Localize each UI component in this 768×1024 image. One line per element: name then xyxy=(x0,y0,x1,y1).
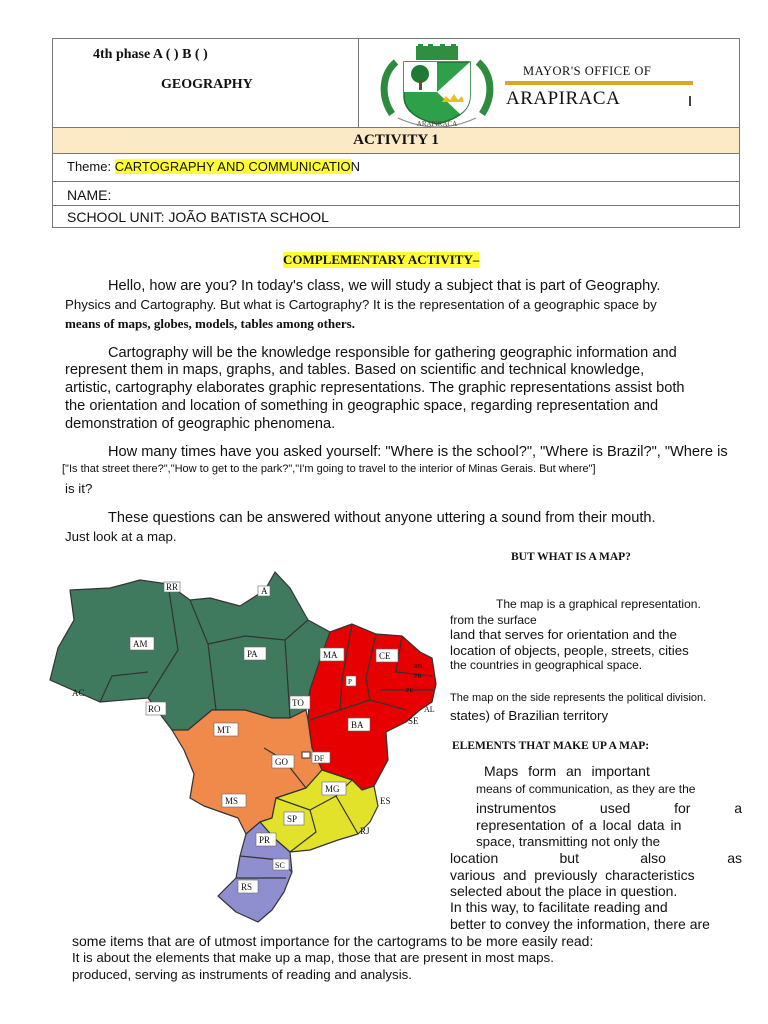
label-ro: RO xyxy=(148,704,161,714)
theme-value: CARTOGRAPHY AND COMMUNICATIO xyxy=(114,159,351,174)
map-definition-line-1: The map is a graphical representation. xyxy=(496,597,701,611)
name-row xyxy=(53,181,739,206)
label-to: TO xyxy=(292,698,304,708)
intro-line-2: Physics and Cartography. But what is Cartography? It is the representation of a geographic space by xyxy=(65,297,657,312)
elements-line-5: space, transmitting not only the xyxy=(476,834,661,849)
label-pr: PR xyxy=(259,835,271,845)
label-pb: PB xyxy=(414,674,422,680)
label-mg: MG xyxy=(325,784,340,794)
elements-line-1: Maps form an important xyxy=(484,763,650,779)
brazil-states-map xyxy=(40,560,450,930)
elements-line-12: It is about the elements that make up a map, those that are present in most maps. xyxy=(72,950,554,965)
elements-line-9: In this way, to facilitate reading and xyxy=(450,899,668,915)
answer-line-1: These questions can be answered without anyone uttering a sound from their mouth. xyxy=(108,510,656,526)
label-rn: RN xyxy=(414,664,423,670)
theme-line xyxy=(67,159,360,174)
questions-line-3: is it? xyxy=(65,481,93,496)
answer-line-2: Just look at a map. xyxy=(65,529,177,544)
cartography-line-4: the orientation and location of something in geographic space, regarding representation and xyxy=(65,398,659,414)
intro-line-3: means of maps, globes, models, tables among others. xyxy=(65,316,355,331)
label-pe: PE xyxy=(406,688,414,694)
elements-line-4: representation of a local data in xyxy=(476,817,682,833)
cartography-line-5: demonstration of geographic phenomena. xyxy=(65,416,336,432)
north-region xyxy=(50,572,330,730)
school-unit: SCHOOL UNIT: JOÃO BATISTA SCHOOL xyxy=(67,209,329,225)
phase-label: 4th phase A ( ) B ( ) xyxy=(93,47,208,62)
df-marker xyxy=(302,752,310,758)
elements-line-2: means of communication, as they are the xyxy=(476,782,696,796)
header-left-cell xyxy=(53,39,359,127)
elements-line-10: better to convey the information, there are xyxy=(450,916,710,932)
label-go: GO xyxy=(275,757,288,767)
what-is-map-title: BUT WHAT IS A MAP? xyxy=(511,551,631,563)
map-side-line-1: The map on the side represents the political division. xyxy=(450,692,707,704)
label-ac: AC xyxy=(72,688,85,698)
map-definition-line-4: location of objects, people, streets, cities xyxy=(450,643,689,658)
label-es: ES xyxy=(380,796,391,806)
questions-line-1: How many times have you asked yourself: "Where is the school?", "Where is Brazil?", "Where is xyxy=(108,444,728,460)
label-ms: MS xyxy=(225,796,239,806)
label-pi: P xyxy=(348,678,352,686)
subject-label: GEOGRAPHY xyxy=(161,77,253,92)
map-definition-line-2: from the surface xyxy=(450,613,537,627)
cartography-line-2: represent them in maps, graphs, and tables. Based on scientific and technical knowledge, xyxy=(65,362,645,378)
cartography-line-1: Cartography will be the knowledge responsible for gathering geographic information and xyxy=(108,345,677,361)
label-sp: SP xyxy=(287,814,298,824)
label-pa: PA xyxy=(247,649,258,659)
label-al: AL xyxy=(424,705,435,714)
elements-line-11: some items that are of utmost importance for the cartograms to be more easily read: xyxy=(72,933,594,949)
label-mt: MT xyxy=(217,725,231,735)
label-sc: SC xyxy=(275,861,285,870)
label-ma: MA xyxy=(323,650,338,660)
city-name: ARAPIRACA xyxy=(506,88,621,109)
name-label: NAME: xyxy=(67,187,112,203)
gold-divider xyxy=(505,81,693,85)
map-side-line-2: states) of Brazilian territory xyxy=(450,708,609,723)
elements-line-3: instrumentos used for a xyxy=(476,800,742,816)
theme-label: Theme: xyxy=(67,159,115,174)
tick-mark xyxy=(689,96,691,106)
elements-line-7: various and previously characteristics xyxy=(450,867,695,883)
cartography-line-3: artistic, cartography elaborates graphic representations. The graphic representations assist both xyxy=(65,380,685,396)
theme-tail: N xyxy=(350,159,361,174)
elements-title: ELEMENTS THAT MAKE UP A MAP: xyxy=(452,740,650,752)
activity-title: ACTIVITY 1 xyxy=(353,132,439,148)
crest-caption: ARAPIRACA xyxy=(416,120,458,128)
map-definition-line-3: land that serves for orientation and the xyxy=(450,627,677,642)
label-se: SE xyxy=(408,716,419,726)
mayor-office-label: MAYOR'S OFFICE OF xyxy=(523,64,652,78)
label-df: DF xyxy=(314,754,325,763)
city-crest-logo xyxy=(378,44,496,130)
theme-row xyxy=(53,153,739,182)
school-row xyxy=(53,205,739,228)
intro-line-1: Hello, how are you? In today's class, we will study a subject that is part of Geography. xyxy=(108,278,661,294)
label-ap: A xyxy=(261,586,268,596)
label-ce: CE xyxy=(379,651,391,661)
elements-line-8: selected about the place in question. xyxy=(450,883,678,899)
map-definition-line-5: the countries in geographical space. xyxy=(450,658,643,672)
label-rs: RS xyxy=(241,882,253,892)
label-am: AM xyxy=(133,639,148,649)
label-ba: BA xyxy=(351,720,364,730)
elements-line-13: produced, serving as instruments of reading and analysis. xyxy=(72,967,412,982)
label-rr: RR xyxy=(166,582,179,592)
questions-line-2: ["Is that street there?","How to get to the park?","I'm going to travel to the interior of Minas Gerais. But where"] xyxy=(62,463,596,475)
complementary-title: COMPLEMENTARY ACTIVITY– xyxy=(283,252,480,267)
activity-row xyxy=(53,127,739,154)
elements-line-6: location but also as xyxy=(450,850,742,866)
label-rj: RJ xyxy=(360,826,370,836)
